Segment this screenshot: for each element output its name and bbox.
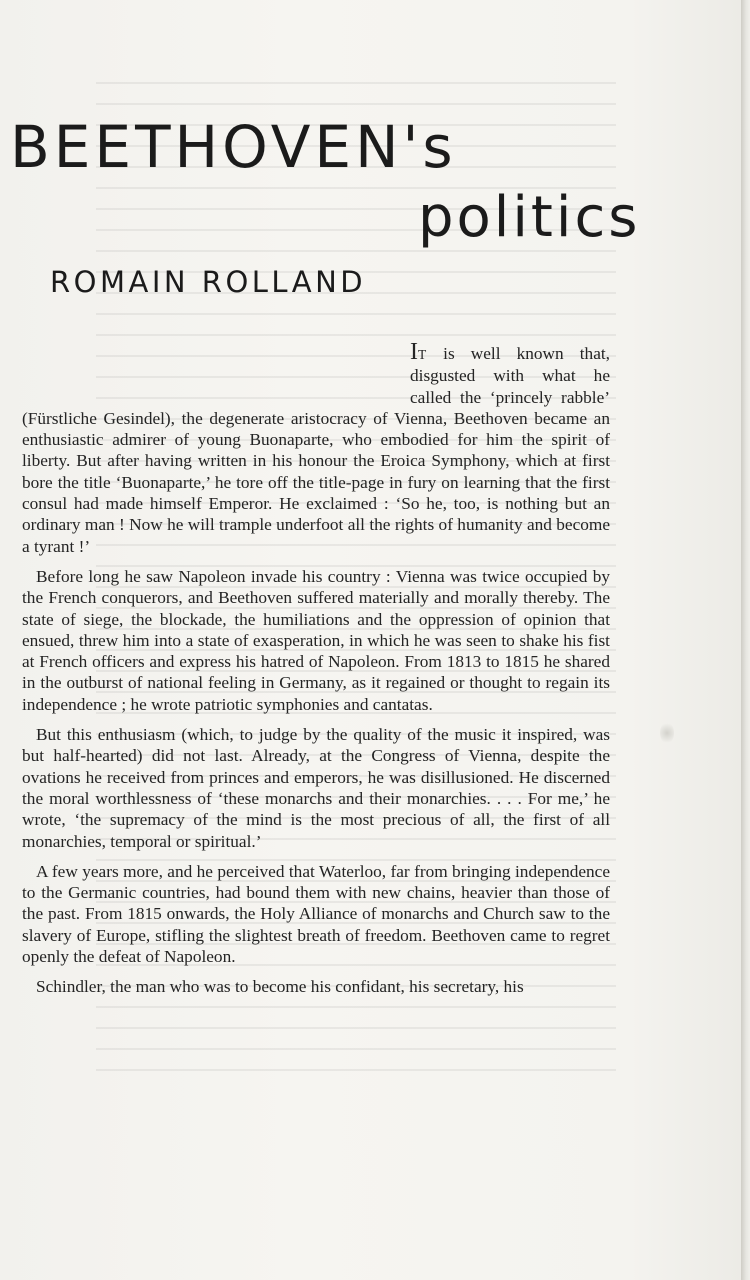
small-caps-lead: T (418, 347, 428, 362)
paragraph-3: But this enthusiasm (which, to judge by the quality of the music it inspired, was but half-hearted) did not last. Already, at the Congress of Vienna, despite the ovations he received from princes and emperors, he was disillusioned. He discerned the moral worthlessness of ‘these monarchs and their monarchies. . . . For me,’ he wrote, ‘the supremacy of the mind is the most precious of all, the first of all monarchies, temporal or spiritual.’ (22, 725, 610, 851)
paragraph-1 (22, 340, 610, 557)
paper-smudge (660, 722, 674, 744)
paragraph-1-text: is well known that, disgusted with what he called the ‘princely rabble’ (Fürstliche Gesindel), the degenerate aristocracy of Vienna, Beethoven became an enthusiastic admirer of young Buonaparte, who embodied for him the spirit of liberty. But after having written in his honour the Eroica Symphony, which at first bore the title ‘Buonaparte,’ he tore off the title-page in fury on learning that the first consul had made himself Emperor. He exclaimed : ‘So he, too, is nothing but an ordinary man ! Now he will trample underfoot all the rights of humanity and become a tyrant !’ (22, 344, 610, 556)
drop-cap-spacer (22, 340, 410, 404)
paragraph-4: A few years more, and he perceived that Waterloo, far from bringing independence to the Germanic countries, had bound them with new chains, heavier than those of the past. From 1815 onwards, the Holy Alliance of monarchs and Church saw to the slavery of Europe, stifling the slightest breath of freedom. Beethoven came to regret openly the defeat of Napoleon. (22, 861, 610, 967)
article-title: BEETHOVEN's (10, 113, 457, 181)
page-edge (741, 0, 750, 1280)
article-body (22, 340, 610, 1007)
article-title-continuation: politics (418, 185, 641, 250)
initial-capital: I (410, 339, 418, 365)
paragraph-2: Before long he saw Napoleon invade his country : Vienna was twice occupied by the French conquerors, and Beethoven suffered materially and morally thereby. The state of siege, the blockade, the humiliations and the oppression of opinion that ensued, threw him into a state of exasperation, in which he was seen to shake his fist at French officers and express his hatred of Napoleon. From 1813 to 1815 he shared in the outburst of national feeling in Germany, as it regained or thought to regain its independence ; he wrote patriotic symphonies and cantatas. (22, 566, 610, 714)
paragraph-5: Schindler, the man who was to become his confidant, his secretary, his (36, 977, 524, 997)
author-name: ROMAIN ROLLAND (50, 265, 367, 299)
